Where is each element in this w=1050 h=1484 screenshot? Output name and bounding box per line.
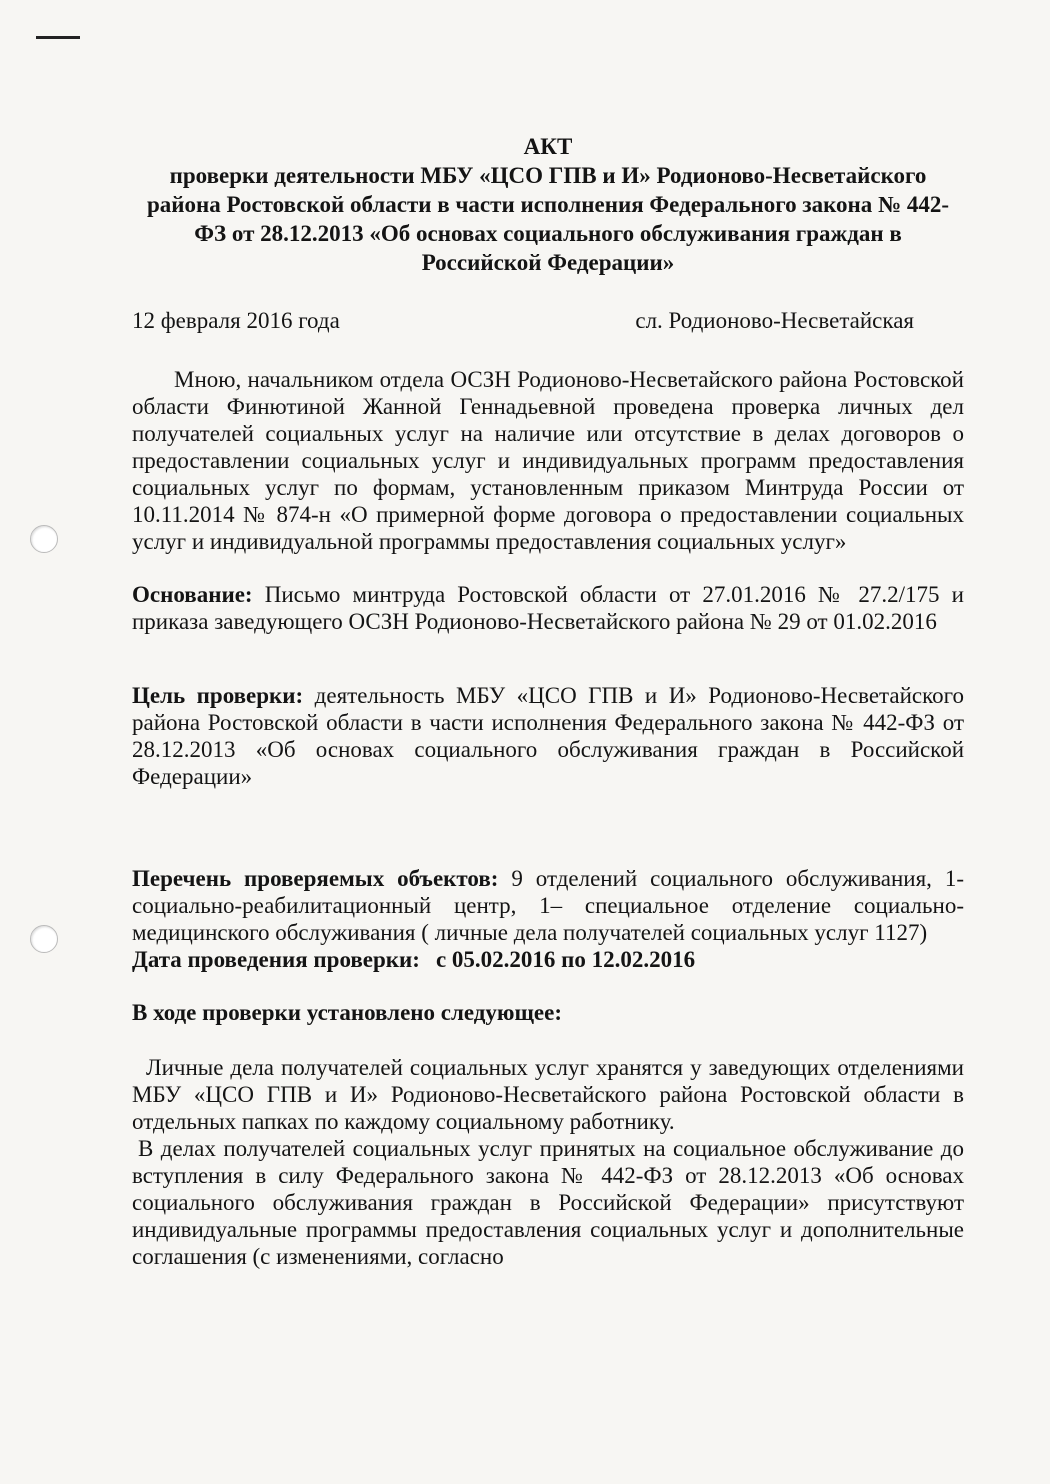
objects-text: 9 отделений социального обслуживания, 1-социально-реабилитационный центр, 1– специальное отделение социально-медицинского обслуживания ( личные дела получателей социальных услуг 1127) bbox=[132, 866, 964, 945]
intro-paragraph: Мною, начальником отдела ОСЗН Родионово-Несветайского района Ростовской области Финютиной Жанной Геннадьевной проведена проверка личных дел получателей социальных услуг на наличие или отсутствие в делах договоров о предоставлении социальных услуг и индивидуальных программ предоставления социальных услуг по формам, установленным приказом Минтруда России от 10.11.2014 № 874-н «О примерной форме договора о предоставлении социальных услуг и индивидуальной программы предоставления социальных услуг» bbox=[132, 367, 964, 554]
title-main: АКТ bbox=[523, 134, 573, 159]
findings-paragraph-1: Личные дела получателей социальных услуг хранятся у заведующих отделениями МБУ «ЦСО ГПВ и И» Родионово-Несветайского района Ростовской области в отдельных папках по каждому социальному работнику. bbox=[132, 1055, 964, 1134]
basis-text: Письмо минтруда Ростовской области от 27.01.2016 № 27.2/175 и приказа заведующего ОСЗН Родионово-Несветайского района № 29 от 01.02.2016 bbox=[132, 582, 964, 634]
document-body bbox=[132, 132, 964, 1270]
basis-label: Основание: bbox=[132, 582, 253, 607]
basis-paragraph bbox=[132, 581, 964, 635]
punch-hole-upper bbox=[30, 525, 58, 553]
date-place-line bbox=[132, 307, 964, 334]
top-margin-mark bbox=[36, 36, 80, 39]
punch-hole-lower bbox=[30, 925, 58, 953]
goal-text: деятельность МБУ «ЦСО ГПВ и И» Родионово-Несветайского района Ростовской области в части исполнения Федерального закона № 442-ФЗ от 28.12.2013 «Об основах социального обслуживания граждан в Российской Федерации» bbox=[132, 683, 964, 789]
document-title bbox=[132, 132, 964, 277]
title-subject: проверки деятельности МБУ «ЦСО ГПВ и И» Родионово-Несветайского района Ростовской области в части исполнения Федерального закона № 442-ФЗ от 28.12.2013 «Об основах социального обслуживания граждан в Российской Федерации» bbox=[146, 163, 950, 275]
findings-paragraph-2: В делах получателей социальных услуг принятых на социальное обслуживание до вступления в силу Федерального закона № 442-ФЗ от 28.12.2013 «Об основах социального обслуживания граждан в Российской Федерации» присутствуют индивидуальные программы предоставления социальных услуг и дополнительные соглашения (с изменениями, согласно bbox=[132, 1136, 964, 1269]
check-date-line bbox=[132, 946, 964, 973]
check-date-value: с 05.02.2016 по 12.02.2016 bbox=[435, 947, 696, 972]
document-date: 12 февраля 2016 года bbox=[132, 308, 340, 333]
check-date-label: Дата проведения проверки: bbox=[132, 947, 420, 972]
goal-paragraph bbox=[132, 682, 964, 790]
findings-heading: В ходе проверки установлено следующее: bbox=[132, 1000, 563, 1025]
goal-label: Цель проверки: bbox=[132, 683, 304, 708]
document-place: сл. Родионово-Несветайская bbox=[635, 308, 914, 333]
objects-label: Перечень проверяемых объектов: bbox=[132, 866, 499, 891]
objects-paragraph bbox=[132, 865, 964, 946]
